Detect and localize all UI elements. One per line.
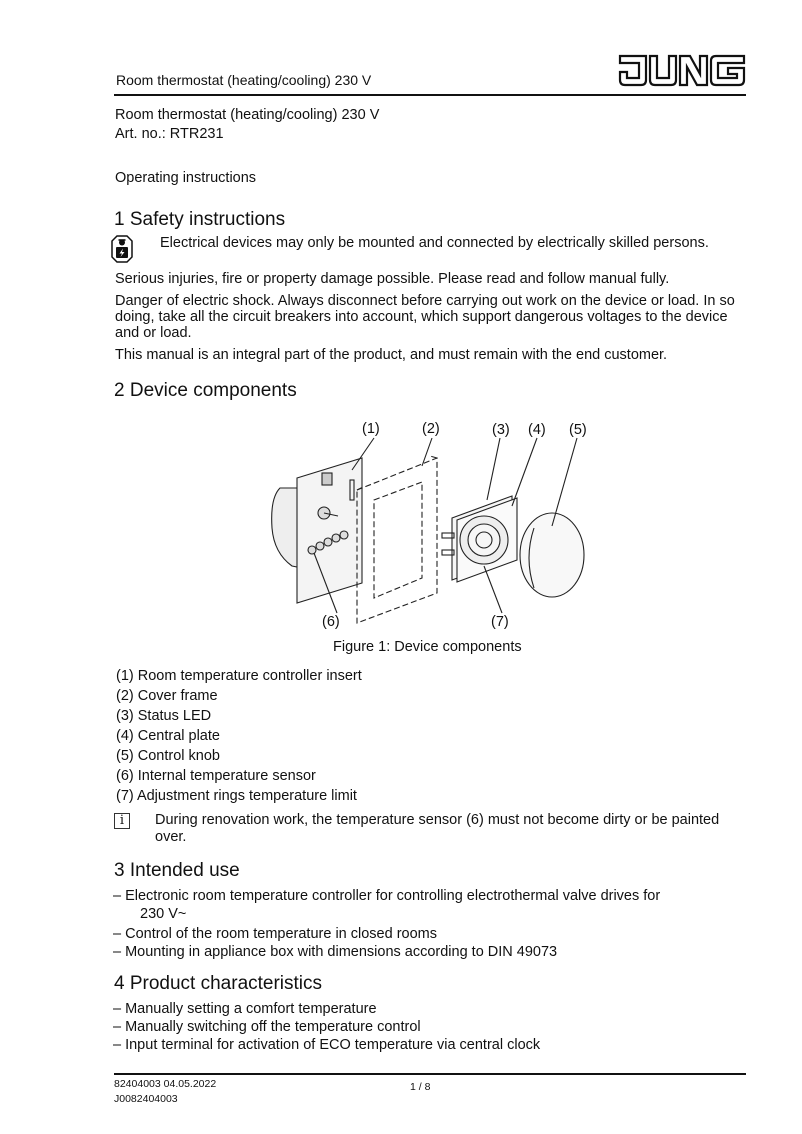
characteristic-item: – Manually setting a comfort temperature: [113, 1001, 377, 1017]
section-heading-safety: 1 Safety instructions: [114, 209, 286, 230]
callout-3: (3): [492, 422, 510, 438]
electrician-warning-icon: [111, 235, 133, 263]
article-number: Art. no.: RTR231: [115, 126, 224, 142]
running-header-title: Room thermostat (heating/cooling) 230 V: [116, 72, 372, 88]
component-item: (1) Room temperature controller insert: [116, 668, 362, 684]
product-name: Room thermostat (heating/cooling) 230 V: [115, 107, 380, 123]
callout-4: (4): [528, 422, 546, 438]
component-item: (5) Control knob: [116, 748, 220, 764]
component-item: (3) Status LED: [116, 708, 212, 724]
callout-6: (6): [322, 614, 340, 630]
figure-caption: Figure 1: Device components: [333, 639, 522, 655]
exploded-device-diagram: [262, 418, 592, 638]
jung-logo: [618, 52, 746, 88]
callout-7: (7): [491, 614, 509, 630]
header-rule: [114, 94, 746, 96]
info-note: During renovation work, the temperature sensor (6) must not become dirty or be painted over.: [155, 812, 720, 845]
device-components-figure: [262, 418, 592, 638]
characteristic-item: – Manually switching off the temperature control: [113, 1019, 421, 1035]
intended-use-item: – Control of the room temperature in closed rooms: [113, 926, 437, 942]
safety-paragraph-2: Danger of electric shock. Always disconnect before carrying out work on the device or load. In so doing, take all the circuit breakers into account, which support dangerous voltages to the device and or load.: [115, 293, 735, 341]
page-number: 1 / 8: [410, 1081, 431, 1093]
intended-use-list: [113, 887, 660, 961]
intended-use-item: – Mounting in appliance box with dimensions according to DIN 49073: [113, 944, 558, 960]
intended-use-item: – Electronic room temperature controller for controlling electrothermal valve drives for: [113, 888, 661, 904]
footer-rule: [114, 1073, 746, 1075]
footer-doc-id-date: 82404003 04.05.2022: [114, 1078, 217, 1090]
callout-1: (1): [362, 421, 380, 437]
safety-paragraph-1: Serious injuries, fire or property damage possible. Please read and follow manual fully.: [115, 271, 670, 287]
characteristic-item: – Input terminal for activation of ECO temperature via central clock: [113, 1037, 541, 1053]
section-heading-intended-use: 3 Intended use: [114, 860, 240, 881]
footer-doc-code: J0082404003: [114, 1093, 178, 1105]
intended-use-item-continuation: 230 V~: [140, 906, 187, 922]
qualified-persons-warning: Electrical devices may only be mounted and connected by electrically skilled persons.: [160, 235, 709, 251]
component-item: (7) Adjustment rings temperature limit: [116, 788, 357, 804]
section-heading-components: 2 Device components: [114, 380, 297, 401]
component-item: (4) Central plate: [116, 728, 220, 744]
component-item: (6) Internal temperature sensor: [116, 768, 316, 784]
component-item: (2) Cover frame: [116, 688, 218, 704]
components-list: [116, 666, 362, 806]
callout-5: (5): [569, 422, 587, 438]
characteristics-list: [113, 1000, 540, 1054]
info-icon: i: [114, 813, 130, 829]
section-heading-product-characteristics: 4 Product characteristics: [114, 973, 323, 994]
callout-2: (2): [422, 421, 440, 437]
safety-paragraph-3: This manual is an integral part of the product, and must remain with the end customer.: [115, 347, 668, 363]
document-type: Operating instructions: [115, 170, 257, 186]
